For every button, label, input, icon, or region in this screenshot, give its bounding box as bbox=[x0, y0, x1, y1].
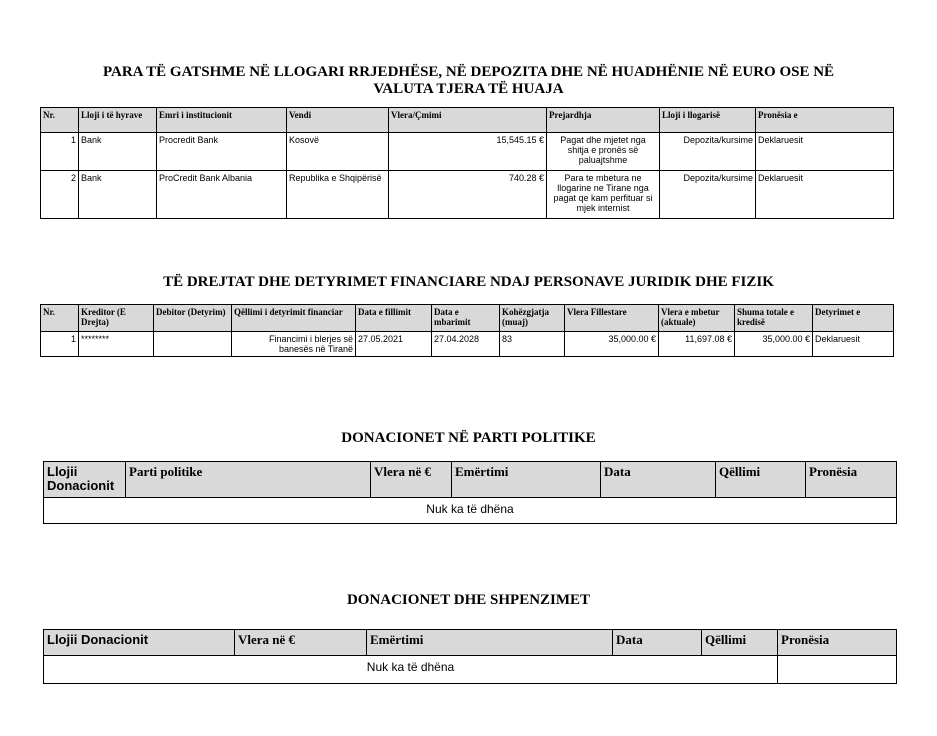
cell-institution: Procredit Bank bbox=[157, 133, 287, 171]
cell-obligations: Deklaruesit bbox=[813, 332, 894, 357]
section1-title bbox=[0, 64, 937, 98]
cell-creditor: ******** bbox=[79, 332, 154, 357]
col-header-purpose: Qëllimi bbox=[716, 462, 806, 498]
col-header-country: Vendi bbox=[287, 108, 389, 133]
col-header-ownership: Pronësia bbox=[778, 630, 897, 656]
cell-nr: 1 bbox=[41, 133, 79, 171]
col-header-nr: Nr. bbox=[41, 108, 79, 133]
col-header-donation-type: Llojii Donacionit bbox=[44, 462, 126, 498]
cell-total-loan: 35,000.00 € bbox=[735, 332, 813, 357]
cell-nr: 2 bbox=[41, 171, 79, 219]
financial-obligations-table bbox=[40, 304, 894, 357]
col-header-date: Data bbox=[601, 462, 716, 498]
cell-account-type: Depozita/kursime bbox=[660, 133, 756, 171]
col-header-obligations: Detyrimet e bbox=[813, 305, 894, 332]
col-header-ownership: Pronësia bbox=[806, 462, 897, 498]
col-header-purpose: Qëllimi bbox=[702, 630, 778, 656]
empty-cell bbox=[778, 656, 897, 684]
cell-country: Republika e Shqipërisë bbox=[287, 171, 389, 219]
cell-value: 15,545.15 € bbox=[389, 133, 547, 171]
section1-title-line1: PARA TË GATSHME NË LLOGARI RRJEDHËSE, NË DEPOZITA DHE NË HUADHËNIE NË EURO OSE NË bbox=[102, 64, 835, 80]
cell-initial-value: 35,000.00 € bbox=[565, 332, 659, 357]
table-header-row bbox=[41, 305, 894, 332]
col-header-nr: Nr. bbox=[41, 305, 79, 332]
col-header-value-eur: Vlera në € bbox=[371, 462, 452, 498]
cell-nr: 1 bbox=[41, 332, 79, 357]
cell-ownership: Deklaruesit bbox=[756, 171, 894, 219]
no-data-message: Nuk ka të dhëna bbox=[44, 498, 897, 524]
col-header-purpose: Qëllimi i detyrimit financiar bbox=[232, 305, 356, 332]
cell-country: Kosovë bbox=[287, 133, 389, 171]
table-row bbox=[41, 133, 894, 171]
col-header-debtor: Debitor (Detyrim) bbox=[154, 305, 232, 332]
no-data-message: Nuk ka të dhëna bbox=[44, 656, 778, 684]
section3-title: DONACIONET NË PARTI POLITIKE bbox=[341, 430, 596, 446]
cell-duration: 83 bbox=[500, 332, 565, 357]
section4-title: DONACIONET DHE SHPENZIMET bbox=[346, 592, 591, 608]
col-header-value: Vlera/Çmimi bbox=[389, 108, 547, 133]
col-header-institution: Emri i institucionit bbox=[157, 108, 287, 133]
cell-end-date: 27.04.2028 bbox=[432, 332, 500, 357]
col-header-origin: Prejardhja bbox=[547, 108, 660, 133]
col-header-donation-type: Llojii Donacionit bbox=[44, 630, 235, 656]
cell-remaining-value: 11,697.08 € bbox=[659, 332, 735, 357]
section1-title-line2: VALUTA TJERA TË HUAJA bbox=[373, 81, 564, 97]
col-header-initial-value: Vlera Fillestare bbox=[565, 305, 659, 332]
col-header-end-date: Data e mbarimit bbox=[432, 305, 500, 332]
section2-title: TË DREJTAT DHE DETYRIMET FINANCIARE NDAJ PERSONAVE JURIDIK DHE FIZIK bbox=[163, 274, 774, 290]
cell-origin: Pagat dhe mjetet nga shitja e pronës së paluajtshme bbox=[547, 133, 660, 171]
table-row bbox=[41, 171, 894, 219]
col-header-duration: Kohëzgjatja (muaj) bbox=[500, 305, 565, 332]
cell-institution: ProCredit Bank Albania bbox=[157, 171, 287, 219]
cell-purpose: Financimi i blerjes së banesës në Tiranë bbox=[232, 332, 356, 357]
political-donations-table bbox=[43, 461, 897, 524]
col-header-account-type: Lloji i llogarisë bbox=[660, 108, 756, 133]
col-header-political-party: Parti politike bbox=[126, 462, 371, 498]
table-row bbox=[44, 498, 897, 524]
col-header-name: Emërtimi bbox=[367, 630, 613, 656]
col-header-date: Data bbox=[613, 630, 702, 656]
bank-accounts-table bbox=[40, 107, 894, 219]
table-header-row bbox=[41, 108, 894, 133]
col-header-remaining-value: Vlera e mbetur (aktuale) bbox=[659, 305, 735, 332]
cell-value: 740.28 € bbox=[389, 171, 547, 219]
col-header-total-loan: Shuma totale e kredisë bbox=[735, 305, 813, 332]
cell-ownership: Deklaruesit bbox=[756, 133, 894, 171]
table-row bbox=[41, 332, 894, 357]
cell-start-date: 27.05.2021 bbox=[356, 332, 432, 357]
col-header-creditor: Kreditor (E Drejta) bbox=[79, 305, 154, 332]
table-header-row bbox=[44, 630, 897, 656]
cell-income-type: Bank bbox=[79, 171, 157, 219]
col-header-name: Emërtimi bbox=[452, 462, 601, 498]
table-row bbox=[44, 656, 897, 684]
col-header-ownership: Pronësia e bbox=[756, 108, 894, 133]
col-header-income-type: Lloji i të hyrave bbox=[79, 108, 157, 133]
col-header-start-date: Data e fillimit bbox=[356, 305, 432, 332]
cell-income-type: Bank bbox=[79, 133, 157, 171]
cell-origin: Para te mbetura ne llogarine ne Tirane nga pagat qe kam perfituar si mjek internist bbox=[547, 171, 660, 219]
donations-expenses-table bbox=[43, 629, 897, 684]
table-header-row bbox=[44, 462, 897, 498]
cell-account-type: Depozita/kursime bbox=[660, 171, 756, 219]
col-header-value-eur: Vlera në € bbox=[235, 630, 367, 656]
cell-debtor bbox=[154, 332, 232, 357]
